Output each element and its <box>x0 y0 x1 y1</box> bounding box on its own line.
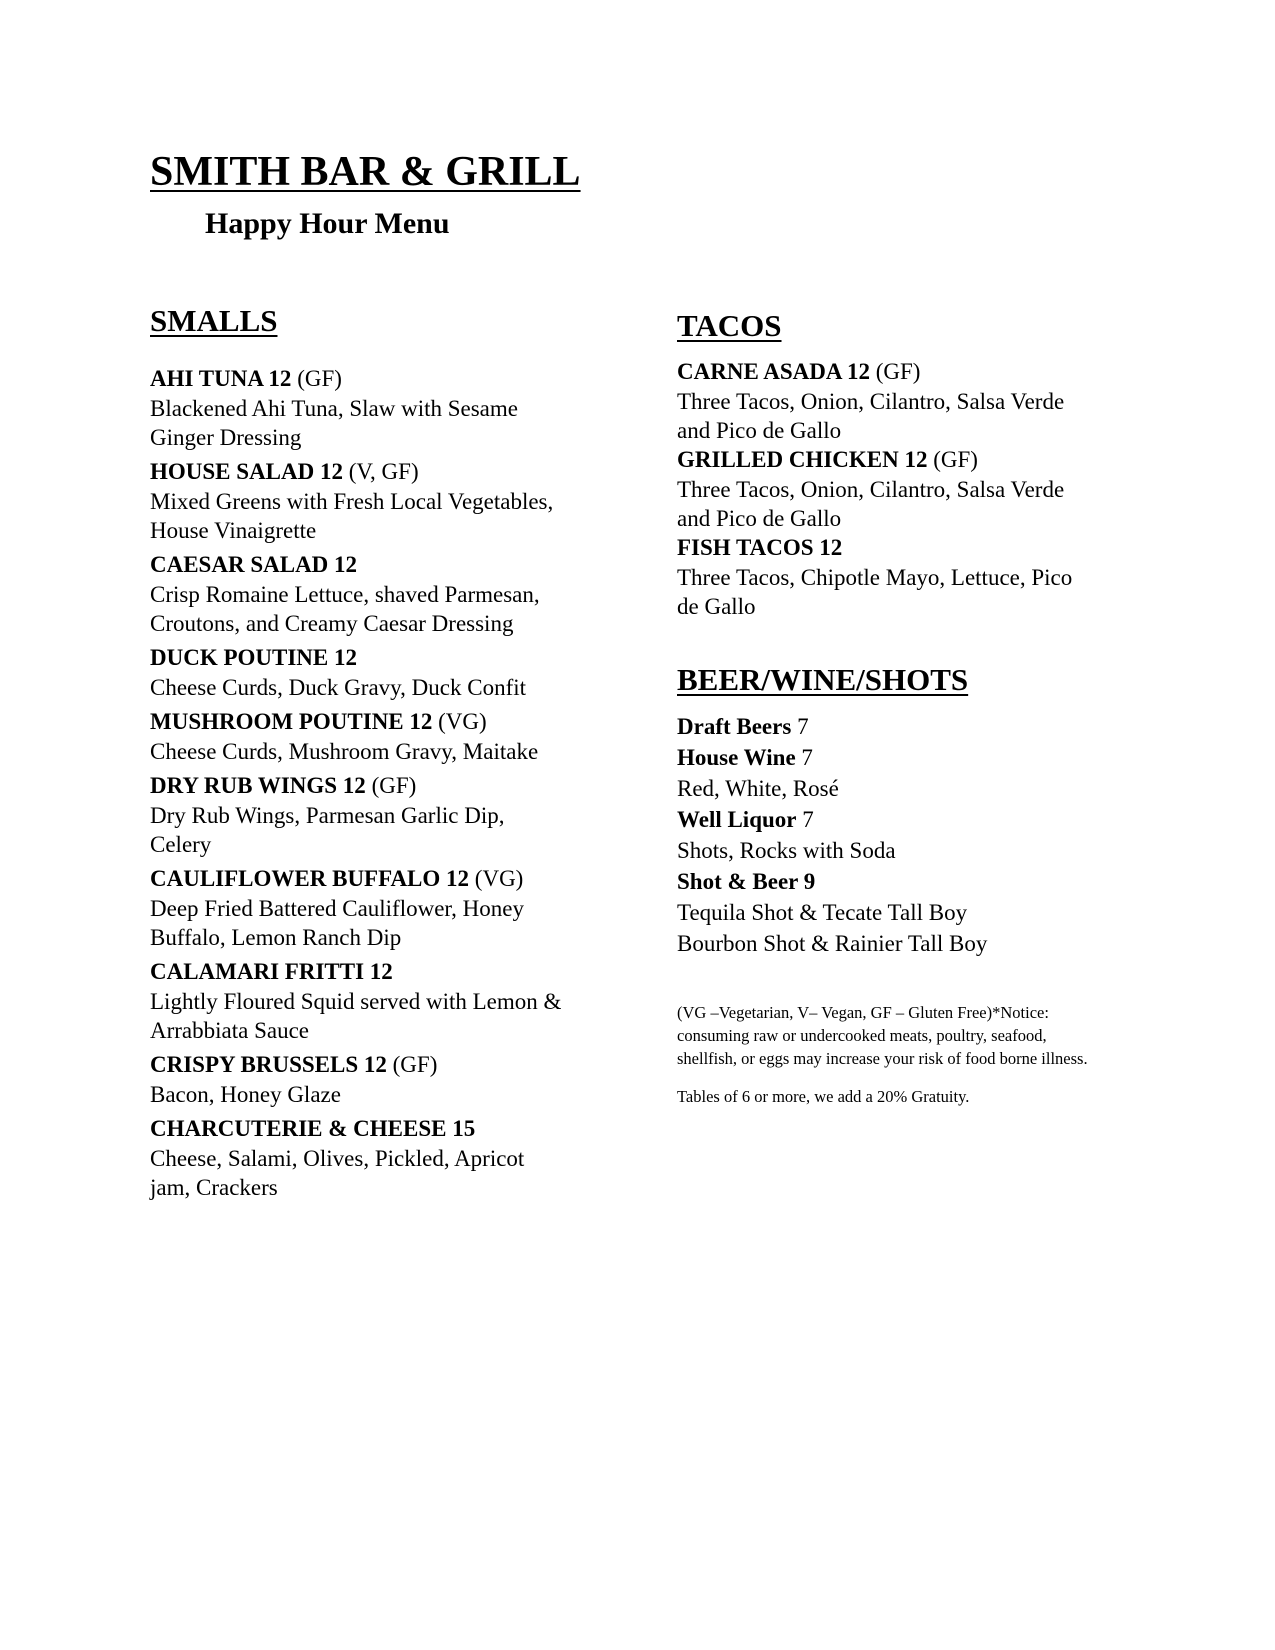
menu-subtitle: Happy Hour Menu <box>205 207 450 240</box>
drink-description: Red, White, Rosé <box>677 776 839 801</box>
drink-name-line <box>677 711 1147 742</box>
item-description <box>150 1080 620 1109</box>
description-line: Croutons, and Creamy Caesar Dressing <box>150 611 514 636</box>
drink-description: Shots, Rocks with Soda <box>677 838 896 863</box>
menu-item <box>677 533 1147 621</box>
menu-item <box>150 1114 620 1202</box>
drink-name-line <box>677 742 1147 773</box>
dietary-tag: (GF) <box>927 447 978 472</box>
item-name-line <box>150 643 620 673</box>
item-name-line <box>150 1114 620 1144</box>
description-line: de Gallo <box>677 594 756 619</box>
smalls-heading: SMALLS <box>150 303 278 338</box>
drink-price: 9 <box>797 869 816 894</box>
description-line: Crisp Romaine Lettuce, shaved Parmesan, <box>150 582 540 607</box>
dietary-tag: (GF) <box>869 359 921 384</box>
menu-item <box>677 357 1147 445</box>
smalls-column <box>150 302 620 1207</box>
item-description <box>677 475 1147 533</box>
item-name: DUCK POUTINE 12 <box>150 645 358 670</box>
dietary-tag: (VG) <box>432 709 487 734</box>
gratuity-note: Tables of 6 or more, we add a 20% Gratuity. <box>677 1087 970 1106</box>
description-line: Deep Fried Battered Cauliflower, Honey <box>150 896 524 921</box>
menu-item <box>677 445 1147 533</box>
item-description <box>150 737 620 766</box>
description-line: Dry Rub Wings, Parmesan Garlic Dip, <box>150 803 505 828</box>
menu-item <box>150 957 620 1045</box>
description-line: House Vinaigrette <box>150 518 317 543</box>
item-description <box>150 1144 620 1202</box>
description-line: Three Tacos, Chipotle Mayo, Lettuce, Pico <box>677 565 1073 590</box>
drink-item <box>677 866 1147 959</box>
item-name-line <box>677 445 1147 475</box>
menu-item <box>150 771 620 859</box>
item-name-line <box>150 550 620 580</box>
item-name-line <box>150 957 620 987</box>
description-line: Cheese Curds, Mushroom Gravy, Maitake <box>150 739 539 764</box>
item-name: CRISPY BRUSSELS 12 <box>150 1052 387 1077</box>
drinks-heading: BEER/WINE/SHOTS <box>677 662 969 697</box>
description-line: Arrabbiata Sauce <box>150 1018 310 1043</box>
drink-item <box>677 742 1147 804</box>
item-name-line <box>150 457 620 487</box>
item-name-line <box>677 357 1147 387</box>
item-description <box>150 394 620 452</box>
item-name-line <box>150 364 620 394</box>
item-name: AHI TUNA 12 <box>150 366 292 391</box>
drink-description: Bourbon Shot & Rainier Tall Boy <box>677 931 988 956</box>
dietary-tag: (VG) <box>469 866 524 891</box>
drink-price: 7 <box>791 714 809 739</box>
restaurant-title: SMITH BAR & GRILL <box>150 149 581 195</box>
item-description <box>150 580 620 638</box>
description-line: Celery <box>150 832 212 857</box>
dietary-notice: (VG –Vegetarian, V– Vegan, GF – Gluten Free)*Notice: consuming raw or undercooked meats, poultry, seafood, shellfish, or eggs may increase your risk of food borne illness. <box>677 1003 1088 1068</box>
item-name: CAESAR SALAD 12 <box>150 552 358 577</box>
drink-item <box>677 711 1147 742</box>
drink-name: Well Liquor <box>677 807 797 832</box>
item-description <box>150 673 620 702</box>
drink-name: House Wine <box>677 745 796 770</box>
drinks-list <box>677 711 1147 959</box>
description-line: Mixed Greens with Fresh Local Vegetables, <box>150 489 554 514</box>
description-line: and Pico de Gallo <box>677 418 842 443</box>
item-description <box>150 801 620 859</box>
smalls-list <box>150 364 620 1202</box>
dietary-tag: (GF) <box>365 773 417 798</box>
menu-item <box>150 1050 620 1109</box>
drink-name: Shot & Beer <box>677 869 798 894</box>
item-name: GRILLED CHICKEN 12 <box>677 447 928 472</box>
menu-item <box>150 364 620 452</box>
dietary-tag: (GF) <box>291 366 342 391</box>
item-description <box>150 894 620 952</box>
drink-description: Tequila Shot & Tecate Tall Boy <box>677 900 968 925</box>
item-name-line <box>150 864 620 894</box>
drink-item <box>677 804 1147 866</box>
description-line: Three Tacos, Onion, Cilantro, Salsa Verde <box>677 477 1065 502</box>
right-column <box>677 307 1147 1108</box>
item-description <box>677 563 1147 621</box>
item-name: CAULIFLOWER BUFFALO 12 <box>150 866 470 891</box>
menu-item <box>150 643 620 702</box>
item-name-line <box>150 707 620 737</box>
description-line: Cheese Curds, Duck Gravy, Duck Confit <box>150 675 527 700</box>
description-line: Three Tacos, Onion, Cilantro, Salsa Verde <box>677 389 1065 414</box>
description-line: jam, Crackers <box>150 1175 278 1200</box>
item-name: CARNE ASADA 12 <box>677 359 870 384</box>
menu-item <box>150 864 620 952</box>
drink-name-line <box>677 804 1147 835</box>
description-line: Blackened Ahi Tuna, Slaw with Sesame <box>150 396 518 421</box>
drink-name: Draft Beers <box>677 714 792 739</box>
dietary-tag: (V, GF) <box>342 459 419 484</box>
description-line: Ginger Dressing <box>150 425 302 450</box>
description-line: Bacon, Honey Glaze <box>150 1082 341 1107</box>
description-line: Lightly Floured Squid served with Lemon & <box>150 989 562 1014</box>
menu-item <box>150 457 620 545</box>
item-name: MUSHROOM POUTINE 12 <box>150 709 433 734</box>
description-line: Cheese, Salami, Olives, Pickled, Apricot <box>150 1146 525 1171</box>
description-line: and Pico de Gallo <box>677 506 842 531</box>
item-name: CHARCUTERIE & CHEESE 15 <box>150 1116 476 1141</box>
item-name: CALAMARI FRITTI 12 <box>150 959 393 984</box>
item-name: DRY RUB WINGS 12 <box>150 773 366 798</box>
dietary-tag: (GF) <box>386 1052 438 1077</box>
drink-name-line <box>677 866 1147 897</box>
menu-item <box>150 707 620 766</box>
drink-price: 7 <box>796 807 814 832</box>
tacos-list <box>677 357 1147 621</box>
description-line: Buffalo, Lemon Ranch Dip <box>150 925 402 950</box>
item-name-line <box>150 1050 620 1080</box>
item-description <box>150 487 620 545</box>
item-description <box>677 387 1147 445</box>
menu-item <box>150 550 620 638</box>
item-name-line <box>677 533 1147 563</box>
item-description <box>150 987 620 1045</box>
drink-price: 7 <box>795 745 813 770</box>
tacos-heading: TACOS <box>677 308 782 343</box>
item-name-line <box>150 771 620 801</box>
item-name: FISH TACOS 12 <box>677 535 843 560</box>
item-name: HOUSE SALAD 12 <box>150 459 343 484</box>
